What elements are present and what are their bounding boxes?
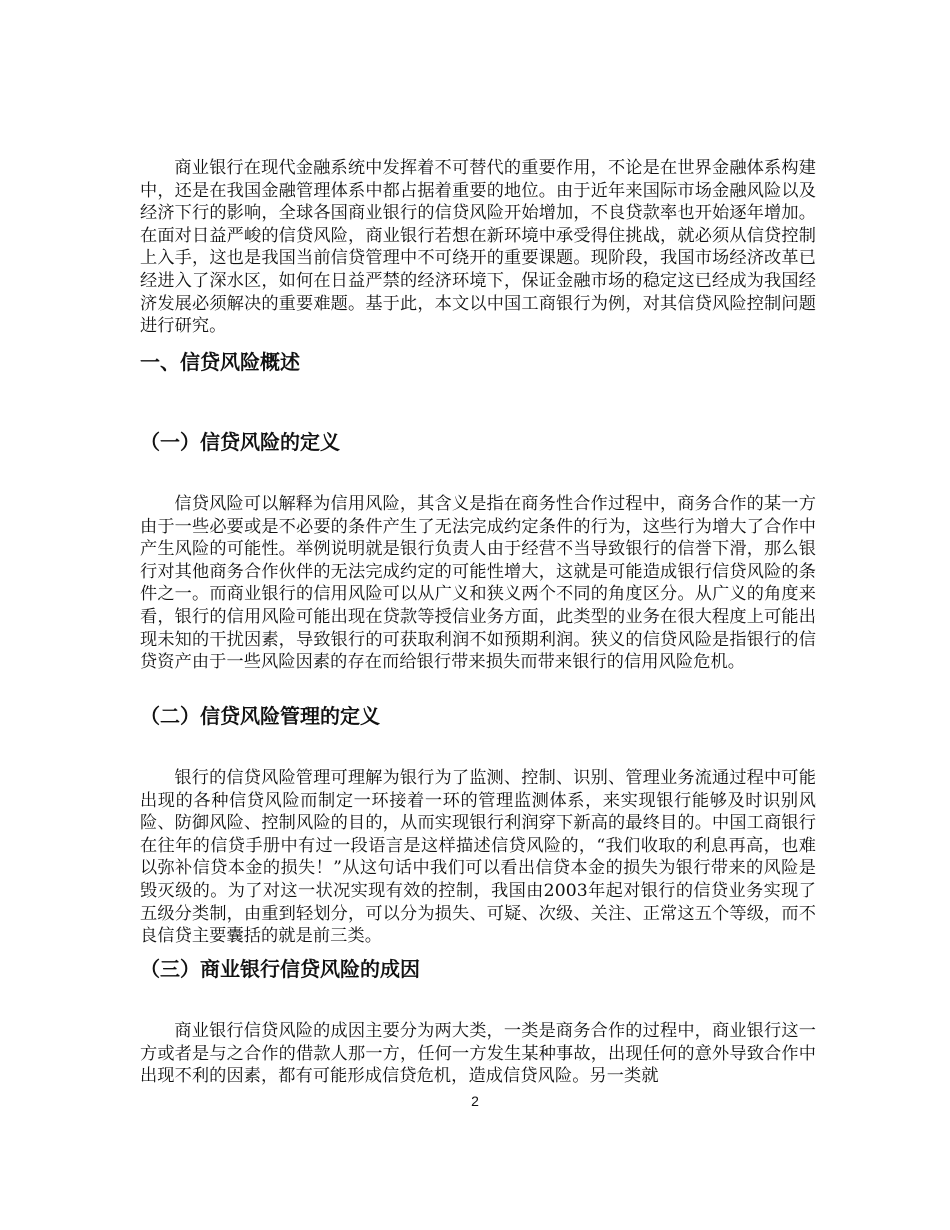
credit-risk-definition-paragraph: 信贷风险可以解释为信用风险，其含义是指在商务性合作过程中，商务合作的某一方由于一些必要或是不必要的条件产生了无法完成约定条件的行为，这些行为增大了合作中产生风险的可能性。举例说明就是银行负责人由于经营不当导致银行的信誉下滑，那么银行对其他商务合作伙伴的无法完成约定的可能性增大，这就是可能造成银行信贷风险的条件之一。而商业银行的信用风险可以从广义和狭义两个不同的角度区分。从广义的角度来看，银行的信用风险可能出现在贷款等授信业务方面，此类型的业务在很大程度上可能出现未知的干扰因素，导致银行的可获取利润不如预期利润。狭义的信贷风险是指银行的信贷资产由于一些风险因素的存在而给银行带来损失而带来银行的信用风险危机。 bbox=[140, 494, 816, 673]
section-heading-credit-risk-overview: 一、信贷风险概述 bbox=[140, 350, 300, 374]
credit-risk-management-paragraph: 银行的信贷风险管理可理解为银行为了监测、控制、识别、管理业务流通过程中可能出现的各种信贷风险而制定一环接着一环的管理监测体系，来实现银行能够及时识别风险、防御风险、控制风险的目的，从而实现银行利润穿下新高的最终目的。中国工商银行在往年的信贷手册中有过一段语言是这样描述信贷风险的，“我们收取的利息再高，也难以弥补信贷本金的损失！”从这句话中我们可以看出信贷本金的损失为银行带来的风险是毁灭级的。为了对这一状况实现有效的控制，我国由2003年起对银行的信贷业务实现了五级分类制，由重到轻划分，可以分为损失、可疑、次级、关注、正常这五个等级，而不良信贷主要囊括的就是前三类。 bbox=[140, 768, 816, 947]
page-number: 2 bbox=[471, 1093, 479, 1109]
subsection-heading-credit-risk-definition: （一）信贷风险的定义 bbox=[140, 430, 340, 454]
intro-paragraph: 商业银行在现代金融系统中发挥着不可替代的重要作用，不论是在世界金融体系构建中，还是在我国金融管理体系中都占据着重要的地位。由于近年来国际市场金融风险以及经济下行的影响，全球各国商业银行的信贷风险开始增加，不良贷款率也开始逐年增加。在面对日益严峻的信贷风险，商业银行若想在新环境中承受得住挑战，就必须从信贷控制上入手，这也是我国当前信贷管理中不可绕开的重要课题。现阶段，我国市场经济改革已经进入了深水区，如何在日益严禁的经济环境下，保证金融市场的稳定这已经成为我国经济发展必须解决的重要难题。基于此，本文以中国工商银行为例，对其信贷风险控制问题进行研究。 bbox=[140, 158, 816, 337]
subsection-heading-credit-risk-causes: （三）商业银行信贷风险的成因 bbox=[140, 957, 420, 981]
subsection-heading-credit-risk-management: （二）信贷风险管理的定义 bbox=[140, 704, 380, 728]
credit-risk-causes-paragraph: 商业银行信贷风险的成因主要分为两大类，一类是商务合作的过程中，商业银行这一方或者是与之合作的借款人那一方，任何一方发生某种事故，出现任何的意外导致合作中出现不利的因素，都有可能形成信贷危机，造成信贷风险。另一类就 bbox=[140, 1021, 816, 1087]
